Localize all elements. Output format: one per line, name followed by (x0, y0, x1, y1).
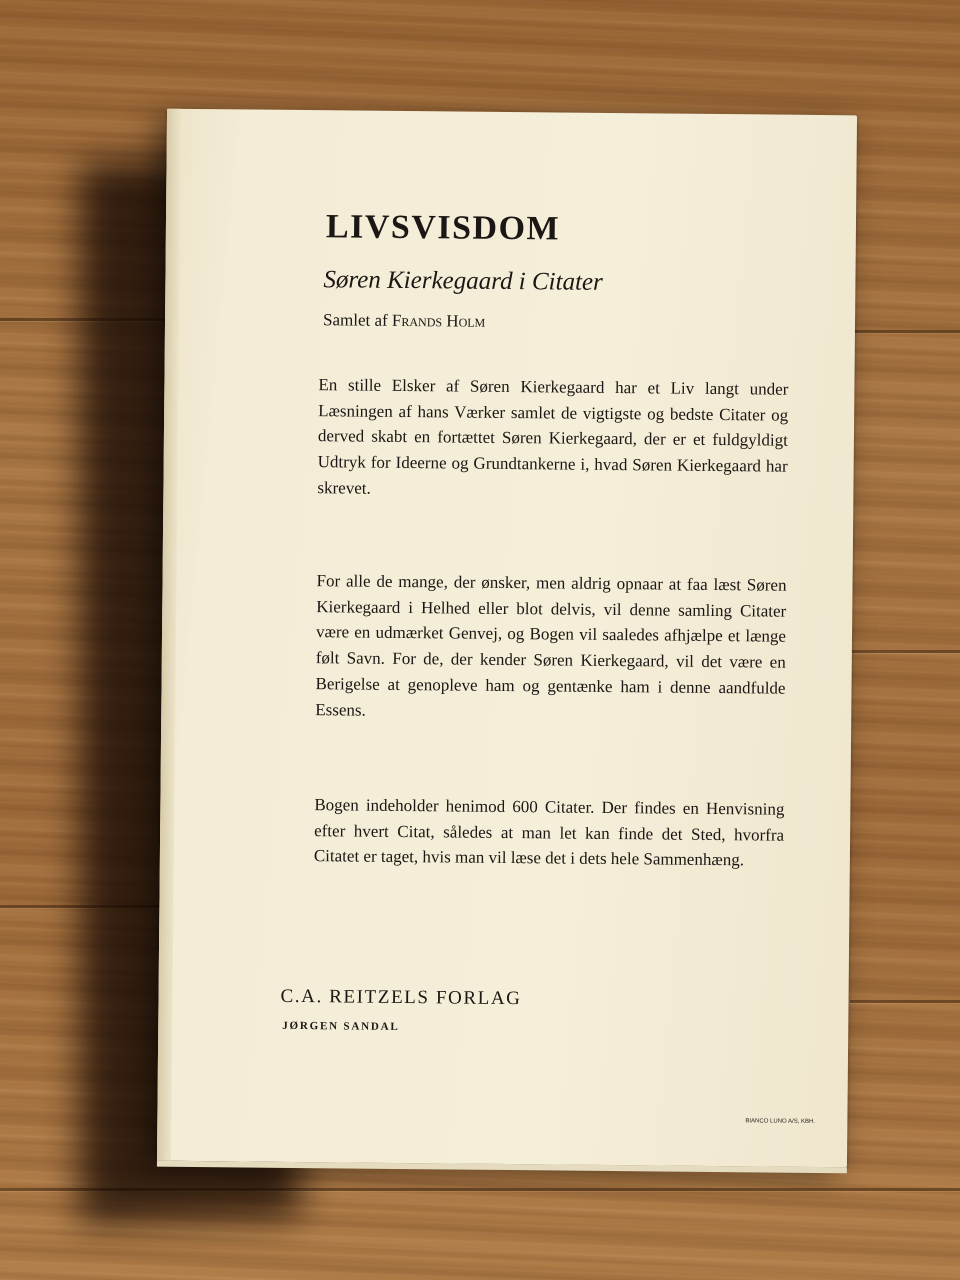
blurb-paragraph-1: En stille Elsker af Søren Kierkegaard har et Liv langt under Læsningen af hans Værker samlet de vigtigste og bedste Citater og derved skabt en fortættet Søren Kierkegaard, der er et fuldgyldigt Udtryk for Ideerne og Grundtankerne i, hvad Søren Kierkegaard har skrevet. (317, 375, 789, 498)
publisher-subline: JØRGEN SANDAL (282, 1019, 400, 1033)
blurb-paragraph-3: Bogen indeholder henimod 600 Citater. Der findes en Henvisning efter hvert Citat, således at man let kan finde det Sted, hvorfra Citatet er taget, hvis man vil læse det i dets hele Sammenhæng. (313, 795, 785, 870)
compiled-by-line (323, 310, 485, 332)
compiled-by-prefix: Samlet af (322, 310, 388, 330)
book-back-cover (157, 109, 857, 1168)
book-subtitle: Søren Kierkegaard i Citater (323, 266, 603, 296)
wood-seam-right-upper (850, 330, 960, 333)
compiler-name: Frands Holm (391, 310, 486, 331)
wood-seam-right-middle (850, 650, 960, 653)
publisher-name: C.A. REITZELS FORLAG (280, 985, 522, 1010)
printer-note: BIANCO LUNO A/S, KBH. (745, 1118, 816, 1125)
wood-seam-right-lower (850, 1000, 960, 1003)
book-title: LIVSVISDOM (325, 208, 561, 248)
blurb-paragraph-2: For alle de mange, der ønsker, men aldrig opnaar at faa læst Søren Kierkegaard i Helhed eller blot delvis, vil denne samling Citater være en udmærket Genvej, og Bogen vil saaledes afhjælpe et længe følt Savn. For de, der kender Søren Kierkegaard, vil det være en Berigelse at genopleve ham og gentænke ham i denne aandfulde Essens. (315, 571, 787, 720)
